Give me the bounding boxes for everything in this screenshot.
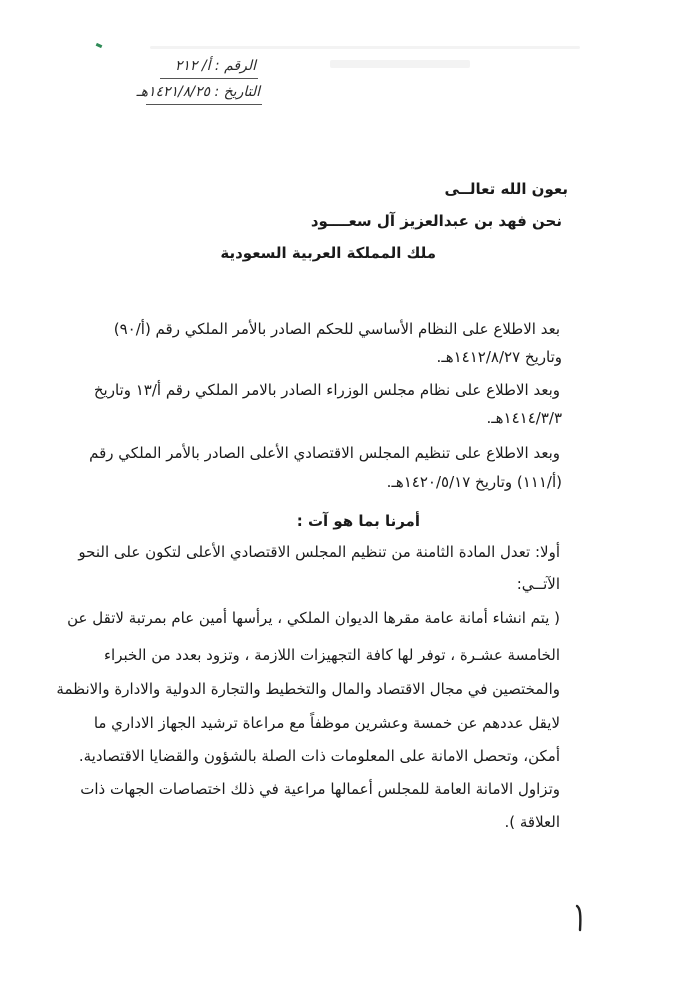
article-line: وتزاول الامانة العامة للمجلس أعمالها مراعية في ذلك اختصاصات الجهات ذات	[80, 780, 560, 798]
page-number	[574, 904, 586, 934]
article-line: الآتــي:	[516, 575, 560, 593]
king-name: نحن فهد بن عبدالعزيز آل سعــــود	[310, 212, 562, 230]
reference-date-underline	[146, 104, 262, 105]
reference-number: الرقم : أ/ ٢١٢	[174, 58, 256, 74]
article-line: والمختصين في مجال الاقتصاد والمال والتخطيط والتجارة الدولية والادارة والانظمة	[56, 680, 560, 698]
preamble-line: ١٤١٤/٣/٣هـ.	[486, 409, 562, 427]
article-line: ( يتم انشاء أمانة عامة مقرها الديوان الملكي ، يرأسها أمين عام بمرتبة لاتقل عن	[67, 609, 560, 627]
letterhead-trace	[150, 46, 580, 49]
preamble-line: وتاريخ ١٤١٢/٨/٢٧هـ.	[436, 348, 562, 366]
corner-mark	[96, 43, 103, 48]
preamble-line: وبعد الاطلاع على تنظيم المجلس الاقتصادي الأعلى الصادر بالأمر الملكي رقم	[89, 444, 560, 462]
article-line: أولا: تعدل المادة الثامنة من تنظيم المجلس الاقتصادي الأعلى لتكون على النحو	[78, 543, 560, 561]
article-line: الخامسة عشـرة ، توفر لها كافة التجهيزات اللازمة ، وتزود بعدد من الخبراء	[104, 646, 560, 664]
article-line: العلاقة ).	[504, 813, 560, 831]
preamble-line: (أ/١١١) وتاريخ ١٤٢٠/٥/١٧هـ.	[386, 473, 562, 491]
reference-date: التاريخ : ١٤٢١/٨/٢٥هـ	[136, 84, 260, 100]
preamble-line: وبعد الاطلاع على نظام مجلس الوزراء الصادر بالامر الملكي رقم أ/١٣ وتاريخ	[93, 381, 560, 399]
article-line: لايقل عددهم عن خمسة وعشرين موظفاً مع مراعاة ترشيد الجهاز الاداري ما	[93, 714, 560, 732]
king-title: ملك المملكة العربية السعودية	[220, 244, 436, 262]
invocation: بعون الله تعالــى	[444, 180, 568, 198]
preamble-line: بعد الاطلاع على النظام الأساسي للحكم الصادر بالأمر الملكي رقم (أ/٩٠)	[113, 320, 560, 338]
article-line: أمكن، وتحصل الامانة على المعلومات ذات الصلة بالشؤون والقضايا الاقتصادية.	[78, 747, 560, 765]
letterhead-trace	[330, 60, 470, 68]
order-heading: أمرنا بما هو آت :	[296, 512, 420, 530]
reference-number-underline	[160, 78, 258, 79]
